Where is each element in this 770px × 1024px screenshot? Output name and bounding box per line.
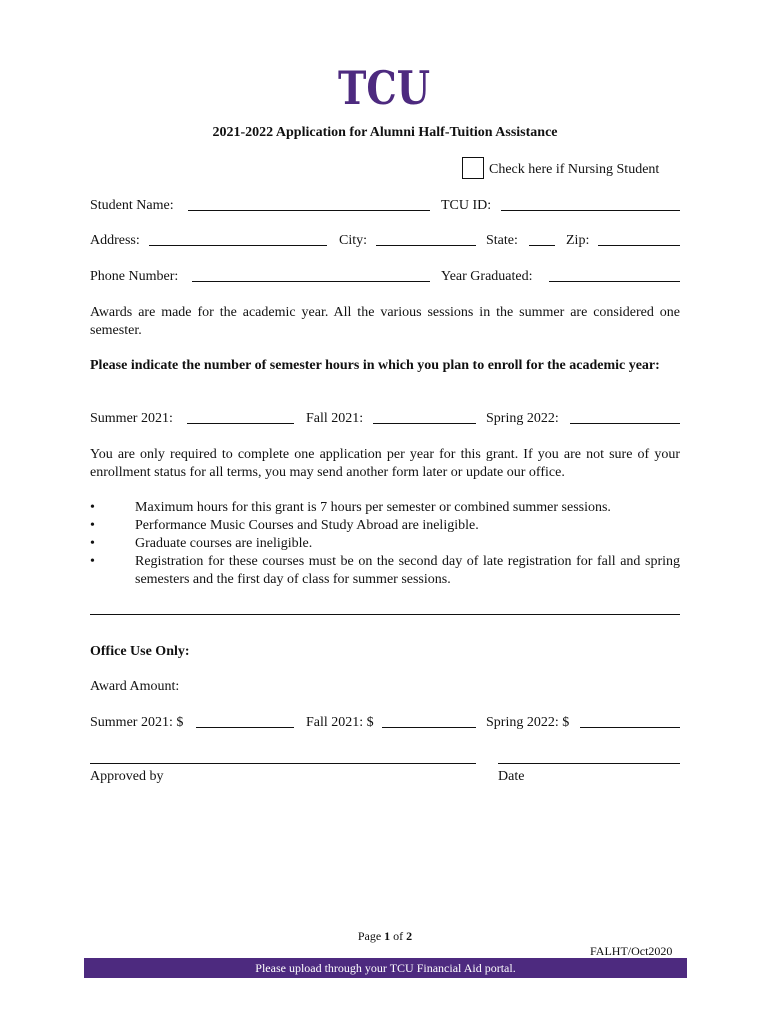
award-amount-label: Award Amount: [90,679,180,694]
form-title: 2021-2022 Application for Alumni Half-Tuition Assistance [212,125,558,140]
state-label: State: [486,233,518,248]
city-label: City: [339,233,368,248]
approved-by-label: Approved by [90,769,164,784]
page-prefix: Page [357,929,385,943]
list-item: • Registration for these courses must be on the second day of late registration for fall and spring semesters and the first day of class for summer sessions. [90,553,680,589]
upload-note: Please upload through your TCU Financial Aid portal. [255,961,516,975]
office-fall-field[interactable] [382,727,476,728]
list-item: • Performance Music Courses and Study Abroad are ineligible. [90,517,680,535]
zip-label: Zip: [566,233,590,248]
nursing-student-label: Check here if Nursing Student [489,162,660,177]
tcu-id-field[interactable] [501,210,680,211]
tcu-logo-text: TCU [338,61,430,115]
eligibility-rules-list [90,499,680,589]
list-item: • Maximum hours for this grant is 7 hours per semester or combined summer sessions. [90,499,680,517]
office-fall-label: Fall 2021: $ [306,715,374,730]
form-code: FALHT/Oct2020 [590,944,673,958]
date-label: Date [498,769,525,784]
summer-hours-label: Summer 2021: [90,411,173,426]
office-summer-label: Summer 2021: $ [90,715,184,730]
page-total: 2 [406,929,413,943]
office-summer-field[interactable] [196,727,294,728]
spring-hours-label: Spring 2022: [486,411,559,426]
phone-label: Phone Number: [90,269,179,284]
address-field[interactable] [149,245,327,246]
city-field[interactable] [376,245,476,246]
student-name-label: Student Name: [90,198,174,213]
date-field[interactable] [498,763,680,764]
one-application-paragraph: You are only required to complete one application per year for this grant. If you are not sure of your enrollment status for all terms, you may send another form later or update our office. [90,447,680,480]
state-field[interactable] [529,245,555,246]
footer-banner [84,958,687,978]
spring-hours-field[interactable] [570,423,680,424]
office-spring-label: Spring 2022: $ [486,715,570,730]
tcu-logo [336,61,432,115]
summer-hours-field[interactable] [187,423,294,424]
list-item: • Graduate courses are ineligible. [90,535,680,553]
fall-hours-field[interactable] [373,423,476,424]
approved-by-field[interactable] [90,763,476,764]
section-divider [90,614,680,615]
phone-field[interactable] [192,281,430,282]
zip-field[interactable] [598,245,680,246]
student-name-field[interactable] [188,210,430,211]
page-of: of [390,929,407,943]
hours-prompt: Please indicate the number of semester hours in which you plan to enroll for the academic year: [90,358,660,373]
year-graduated-label: Year Graduated: [441,269,533,284]
office-use-heading: Office Use Only: [90,644,190,659]
office-spring-field[interactable] [580,727,680,728]
page-current: 1 [384,929,391,943]
awards-paragraph: Awards are made for the academic year. All the various sessions in the summer are considered one semester. [90,305,680,338]
fall-hours-label: Fall 2021: [306,411,364,426]
tcu-id-label: TCU ID: [441,198,492,213]
nursing-student-checkbox[interactable] [462,157,484,179]
address-label: Address: [90,233,140,248]
year-graduated-field[interactable] [549,281,680,282]
page-number [0,929,770,944]
